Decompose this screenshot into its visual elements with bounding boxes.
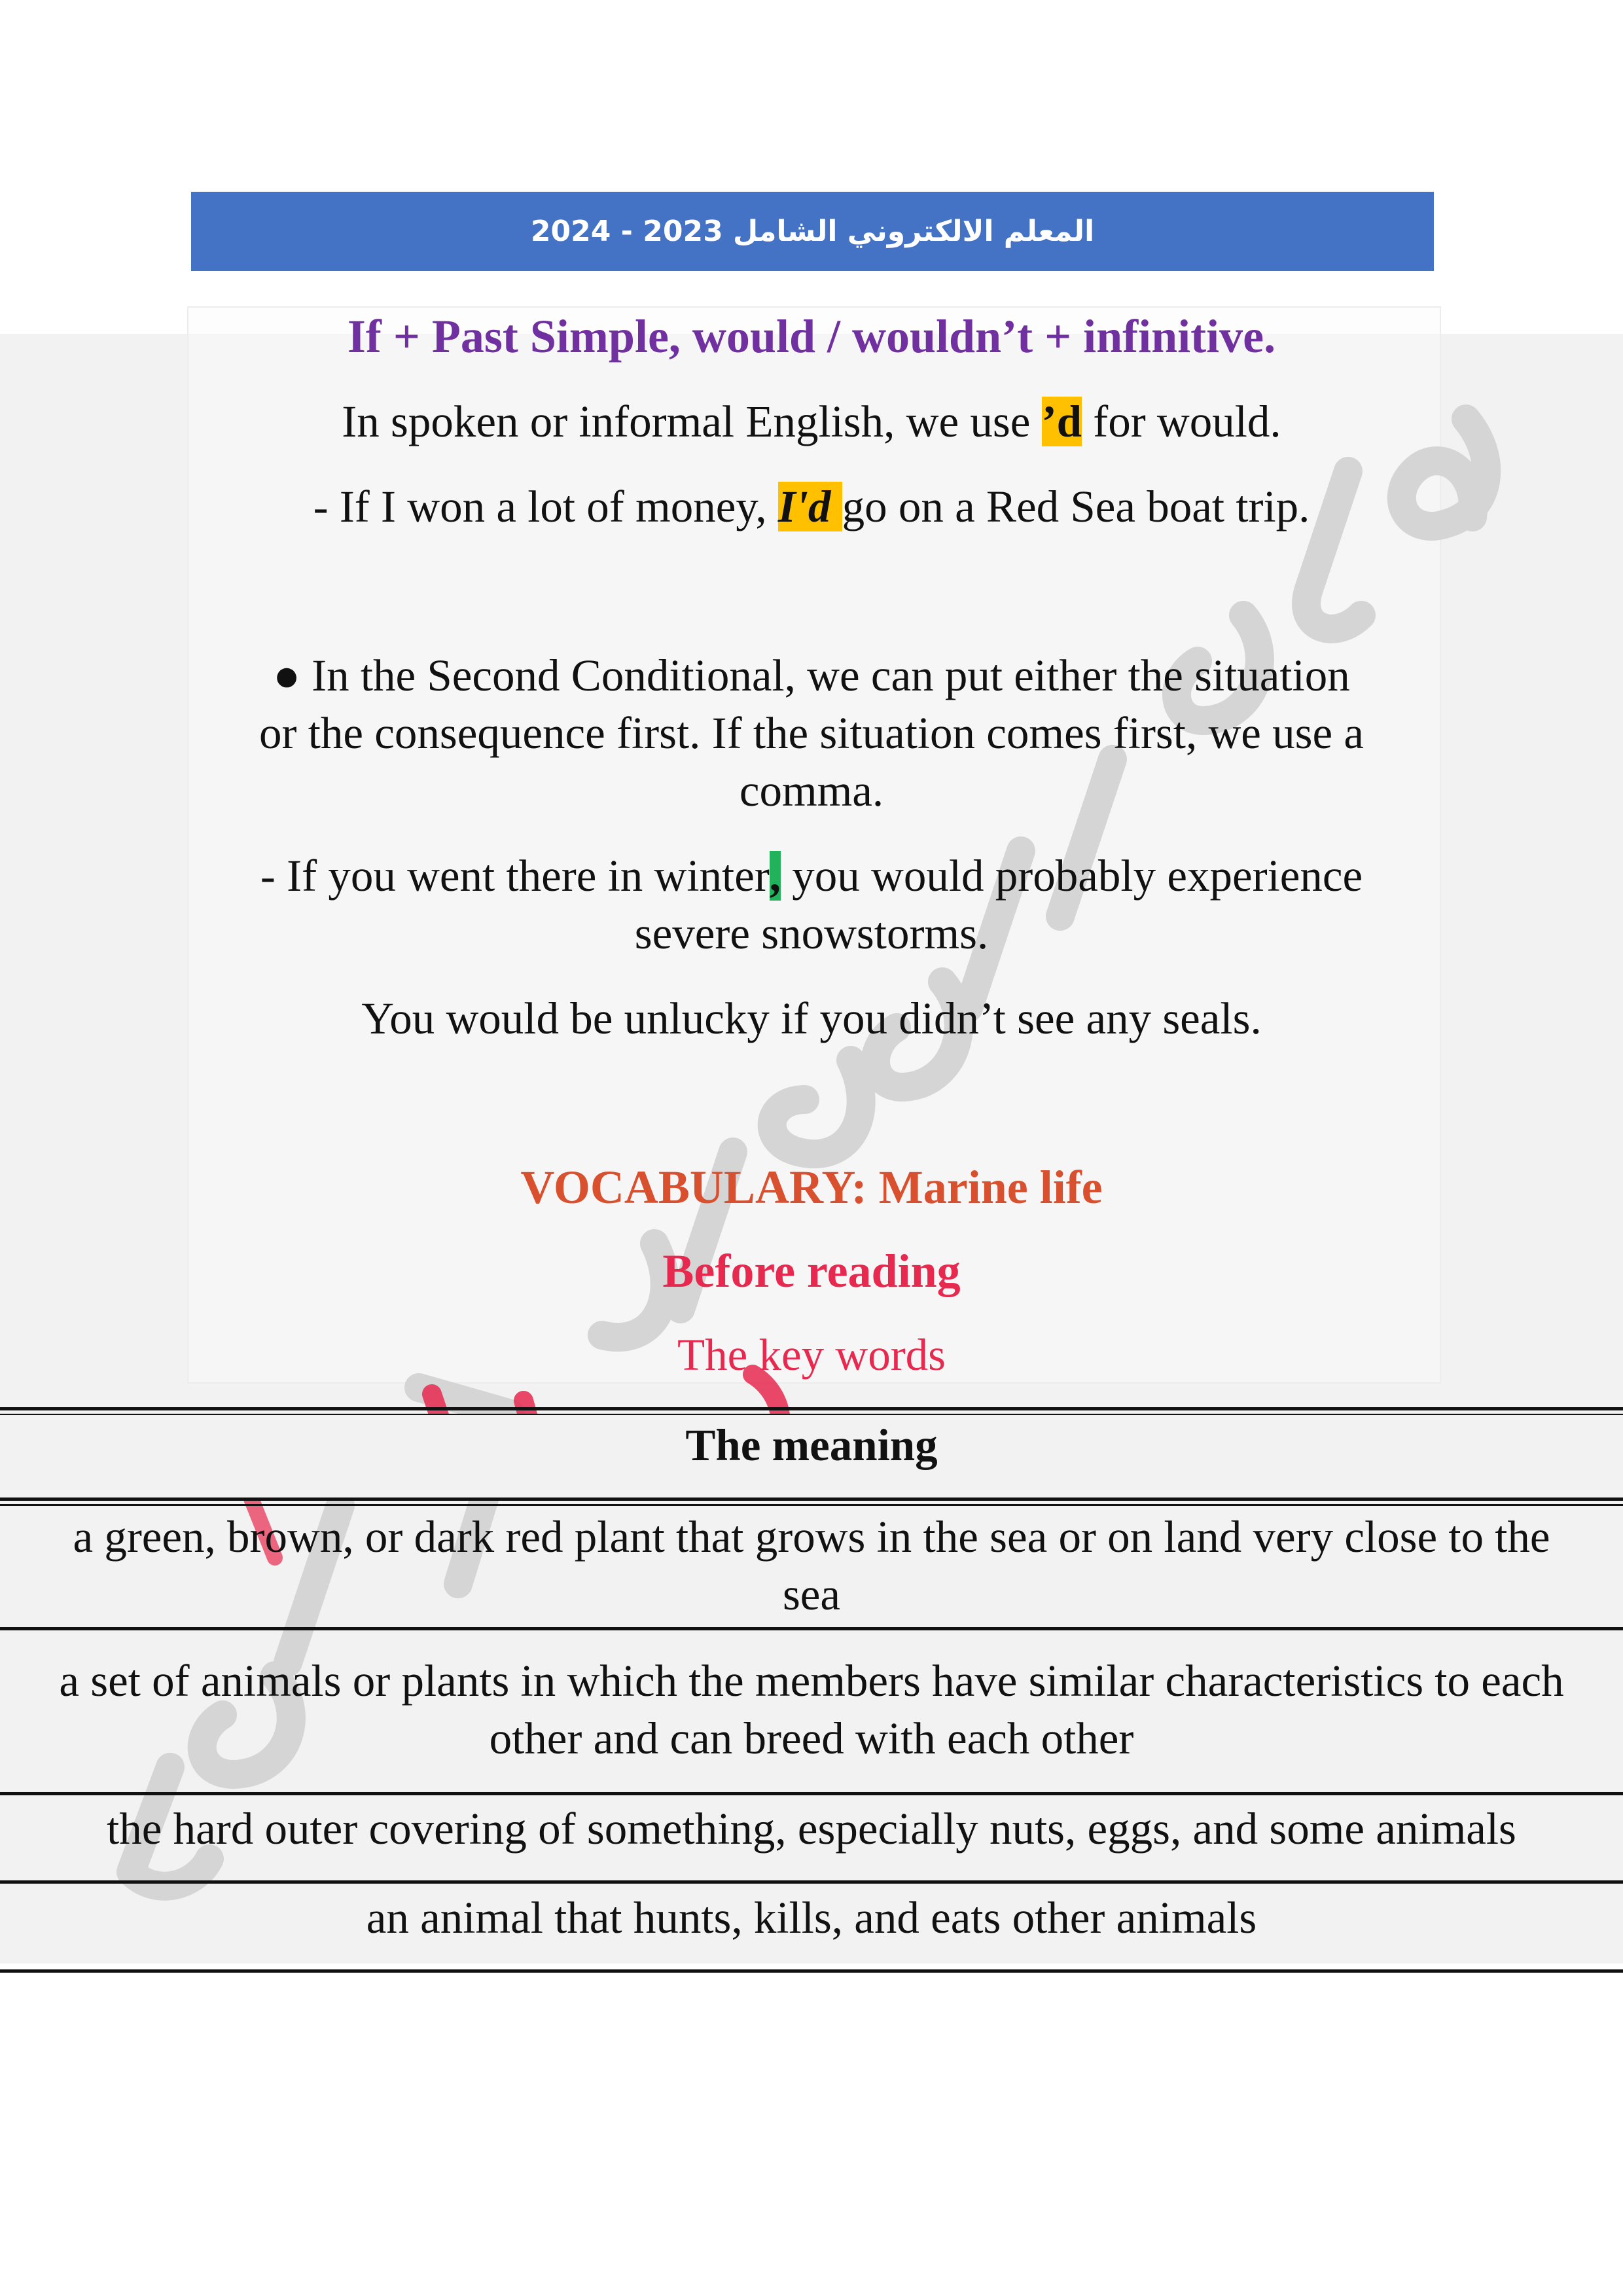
id-highlight: I'd <box>777 482 842 531</box>
meaning-row-1-line-1: a green, brown, or dark red plant that grows in the sea or on land very close to the <box>73 1512 1550 1562</box>
bullet-line-1: ● In the Second Conditional, we can put either the situation <box>273 651 1350 700</box>
contraction-highlight: ’d <box>1041 397 1082 446</box>
example-money-end: go on a Red Sea boat trip. <box>842 482 1310 531</box>
row-divider-3 <box>0 1880 1623 1884</box>
example-seals: You would be unlucky if you didn’t see any seals. <box>361 994 1262 1043</box>
vocabulary-heading: VOCABULARY: Marine life <box>520 1161 1103 1213</box>
meaning-row-1-line-2: sea <box>782 1570 841 1619</box>
table-header-meaning: The meaning <box>685 1420 938 1470</box>
table-top-border <box>0 1407 1623 1410</box>
spoken-note-text: In spoken or informal English, we use <box>342 397 1042 446</box>
example-winter-start: - If you went there in winter <box>260 851 770 901</box>
example-money-start: - If I won a lot of money, <box>313 482 778 531</box>
meaning-row-2-line-1: a set of animals or plants in which the members have similar characteristics to each <box>59 1656 1564 1706</box>
header-bottom-border <box>0 1498 1623 1501</box>
example-winter <box>0 847 1623 905</box>
spoken-english-note <box>0 393 1623 450</box>
example-winter-end: you would probably experience <box>781 851 1363 901</box>
example-winter-line-2: severe snowstorms. <box>634 908 989 958</box>
spoken-note-text-end: for would. <box>1081 397 1281 446</box>
row-divider-2 <box>0 1792 1623 1795</box>
table-bottom-border <box>0 1969 1623 1973</box>
header-bottom-border-inner <box>0 1504 1623 1506</box>
meaning-row-2-line-2: other and can breed with each other <box>489 1713 1134 1763</box>
example-money <box>0 478 1623 535</box>
bullet-line-2: or the consequence first. If the situation comes first, we use a <box>259 708 1364 758</box>
meaning-row-3: the hard outer covering of something, especially nuts, eggs, and some animals <box>107 1804 1516 1854</box>
bullet-line-3: comma. <box>739 766 884 816</box>
row-divider-1 <box>0 1627 1623 1630</box>
key-words-label: The key words <box>677 1330 946 1380</box>
meaning-row-4: an animal that hunts, kills, and eats other animals <box>366 1893 1257 1943</box>
before-reading-heading: Before reading <box>662 1245 961 1297</box>
header-banner: المعلم الالكتروني الشامل 2023 - 2024 <box>191 192 1434 271</box>
grammar-rule: If + Past Simple, would / wouldn’t + infinitive. <box>347 310 1276 363</box>
comma-highlight: , <box>769 851 781 901</box>
